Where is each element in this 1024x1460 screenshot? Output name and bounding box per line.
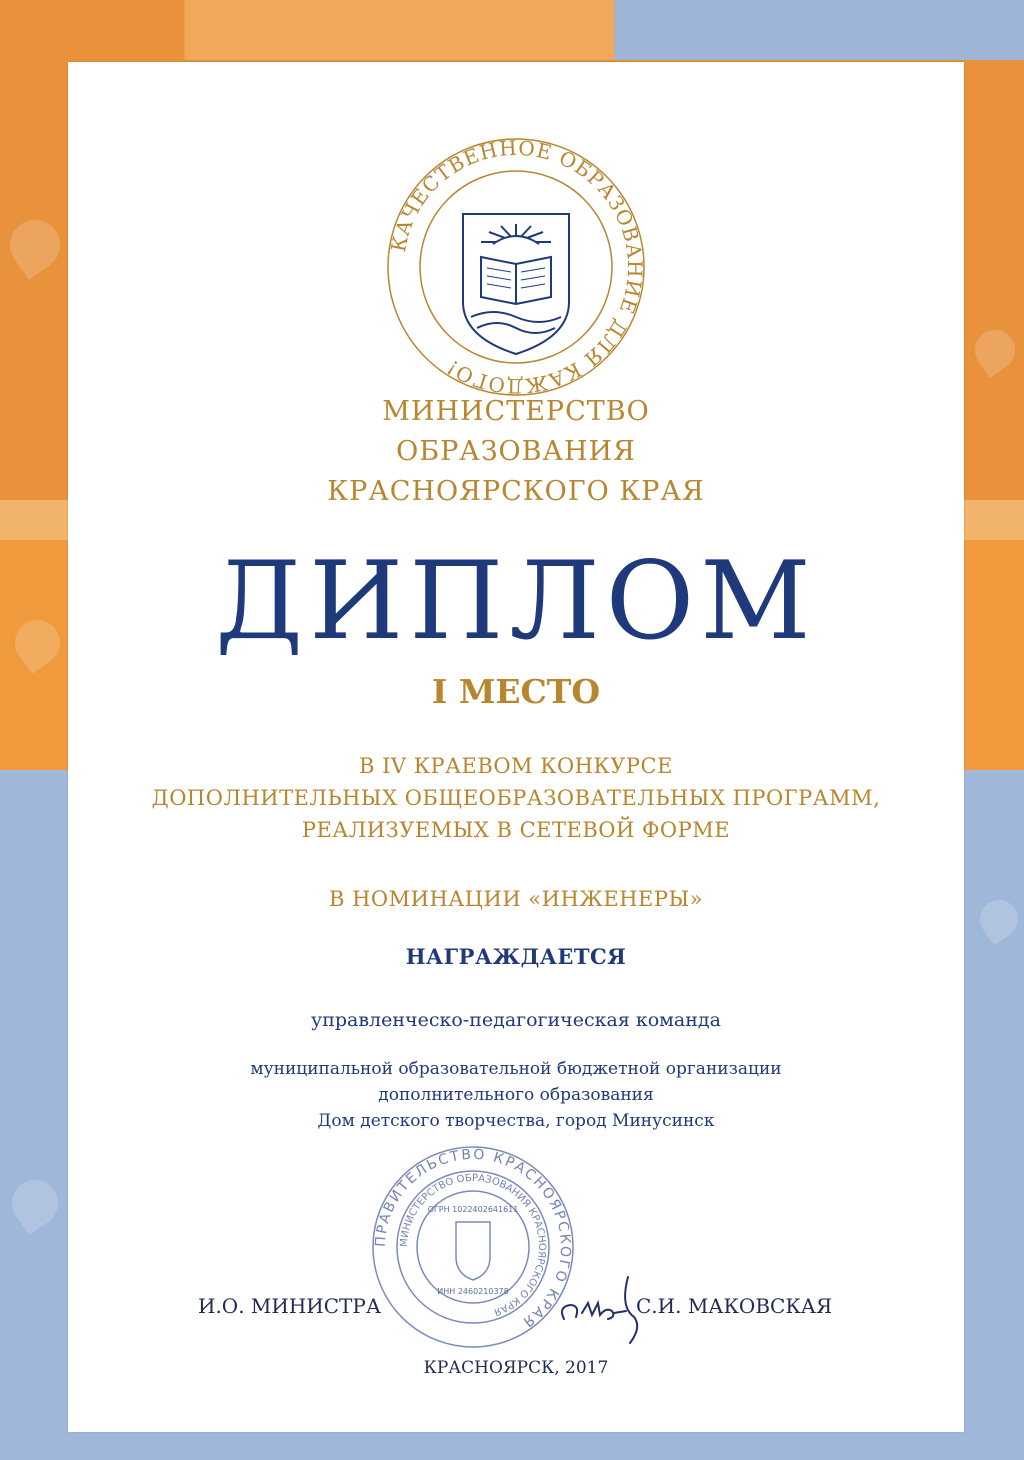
awarded-label: НАГРАЖДАЕТСЯ (405, 944, 627, 969)
seal-outer-text: ПРАВИТЕЛЬСТВО КРАСНОЯРСКОГО КРАЯ (372, 1146, 574, 1331)
book-sun-emblem-icon (381, 132, 651, 402)
recipient-org-line-1: муниципальной образовательной бюджетной организации (250, 1059, 782, 1079)
coat-of-arms-icon (368, 1142, 578, 1352)
ministry-line-3: КРАСНОЯРСКОГО КРАЯ (327, 476, 705, 507)
contest-line-2: ДОПОЛНИТЕЛЬНЫХ ОБЩЕОБРАЗОВАТЕЛЬНЫХ ПРОГРАММ, (151, 786, 881, 810)
ministry-line-2: ОБРАЗОВАНИЯ (396, 436, 636, 467)
place-and-date: КРАСНОЯРСК, 2017 (423, 1358, 609, 1378)
contest-line-1: В IV КРАЕВОМ КОНКУРСЕ (359, 754, 673, 778)
diploma-title: ДИПЛОМ (215, 539, 817, 664)
diploma-sheet (68, 62, 964, 1432)
contest-description (68, 750, 964, 846)
signatory-position: И.О. МИНИСТРА (198, 1294, 381, 1318)
contest-line-3: РЕАЛИЗУЕМЫХ В СЕТЕВОЙ ФОРМЕ (301, 818, 731, 842)
nomination: В НОМИНАЦИИ «ИНЖЕНЕРЫ» (329, 887, 703, 911)
recipient-org-line-2: дополнительного образования (378, 1085, 654, 1105)
background-top-band (0, 0, 1024, 60)
seal-ogrn: ОГРН 1022402641611 (427, 1205, 519, 1214)
recipient-team: управленческо-педагогическая команда (311, 1009, 721, 1031)
ministry-header (68, 392, 964, 512)
signatory-name: С.И. МАКОВСКАЯ (636, 1294, 833, 1318)
place-award: I МЕСТО (431, 672, 601, 711)
logo-ring-text: КАЧЕСТВЕННОЕ ОБРАЗОВАНИЕ ДЛЯ КАЖДОГО! (385, 135, 648, 399)
seal-inn: ИНН 2460210378 (437, 1287, 509, 1296)
ministry-line-1: МИНИСТЕРСТВО (382, 396, 650, 427)
recipient-organization (68, 1056, 964, 1134)
seal-inner-text: МИНИСТЕРСТВО ОБРАЗОВАНИЯ КРАСНОЯРСКОГО КРАЯ (398, 1172, 548, 1318)
recipient-org-line-3: Дом детского творчества, город Минусинск (317, 1111, 715, 1131)
